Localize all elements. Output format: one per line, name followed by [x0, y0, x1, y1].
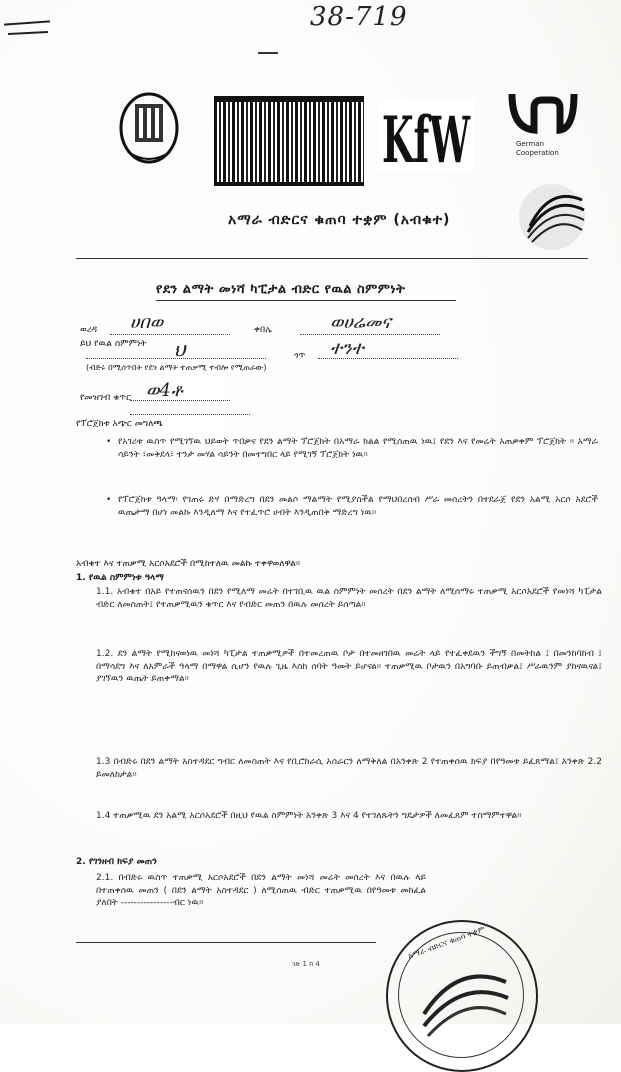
amhara-logo [118, 92, 180, 170]
section-intro: አብቁተ እና ተጠቃሚ አርሶአደሮች በሚከተለዉ መልኩ ተቀዋወለዋል። [76, 559, 301, 569]
official-stamp [386, 920, 538, 1072]
field-kebele-line [300, 334, 440, 335]
document-title: የደን ልማት መነሻ ካፒታል ብድር የዉል ስምምነት [156, 282, 406, 297]
intro-text: ይህ የዉል ስምምነት [80, 339, 147, 349]
clause-1-1: 1.1. አብቁተ በአይ የተጠናሰዉን በደን የሚለማ መሬት በተገቢዉ ዉል ስምምነት መሰረት በደን ልማት ለሚሰማሩ ተጠቃሚ አርሶአደሮች የመነሻ ካፒታል ብድር ለመስጠት፤ የተጠቃሚዉን ቁጥር እና የብድር መጠን በዉሉ መሰረት ይሰጣል። [96, 587, 602, 610]
field-woreda-line [110, 334, 230, 335]
field-village-name: ተንተ [330, 338, 364, 359]
clause-1-2: 1.2. ደን ልማት የሚከናወነዉ መነሻ ካፒታል ተጠቃሚዎች በተመረጠዉ ቦታ በተመዘገበዉ መሬት ላይ የተፈቀደዉን ችግኝ በመትከል ፤ በመንከባከብ ፤ በማሳደግ እና ለአምራች ዓላማ በማዋል ሲሆን የዉሉ ጊዜ እስከ ሰባት ዓመት ይሆናል። ተጠቃሚዉ ቦታዉን በአግባቡ ይጠብቃል፤ ሥራዉንም ያከናዉናል፤ ያገኘዉን ዉጤት ይጠቀማል። [96, 649, 602, 684]
header-rule [258, 52, 278, 54]
footer-page-number: ገጽ 1 ከ 4 [292, 960, 320, 968]
field-village-line [86, 358, 266, 359]
field-woreda-label: ወረዳ [80, 325, 98, 335]
svg-text:Cooperation: Cooperation [516, 149, 559, 157]
svg-text:KfW: KfW [382, 103, 471, 172]
field-woreda-value: ሀበወ [130, 312, 164, 333]
field-village-value: ህ [174, 340, 186, 361]
clause-1-3: 1.3 በብድሩ በደን ልማት አስተዳደር ግብር ለመስጠት እና የቢሮክራሲ አሰራርን ለማቅለል በአንቀጽ 2 የተጠቀሰዉ ክፍያ በየዓመቱ ይፈጸማል፤ አንቀጽ 2.2 ይመለከታል። [96, 757, 602, 780]
field-reg-label: የመዝገብ ቁጥር [80, 393, 132, 403]
ministry-emblem [214, 96, 364, 186]
field-subnote: (ብድሩ በሚሰጥበት የደን ልማት ተጠቃሚ ተብሎ የሚጠራው) [86, 363, 267, 372]
field-kebele-value: ወሀሬመና [330, 312, 391, 333]
german-cooperation-logo [508, 90, 578, 172]
clause-2-1: 2.1. በብድሩ ዉስጥ ተጠቃሚ አርሶአደሮች በደን ልማት መነሻ መሬት መሰረት እና በዉሉ ላይ በተጠቀሰዉ መጠን ( በደን ልማት አስተዳደር ) ለሚሰጠዉ ብድር ተጠቃሚዉ በየዓመቱ መክፈል ያለበት ----------------ብር ነዉ። [96, 873, 426, 908]
field-reg-value: ወ4ቶ [146, 380, 183, 401]
handwritten-reference-number: 38-719 [310, 2, 408, 32]
field-kebele-label: ቀበሌ [254, 325, 272, 335]
section-2-title: 2. የገንዘብ ክፍያ መጠን [76, 857, 157, 867]
bullet-paragraph-1: • የአገሪቱ ዉስጥ የሚገኘዉ ህይወት ጥበቃና የደን ልማት ፕሮጀክት በአማራ ክልል የሚሰጠዉ ነዉ፤ የደን እና የመሬት አጠቃቀም ፕሮጀክት ፡፡ አማራ ሳይንት ፣መቅደላ፣ ተንታ መሃል ሳይንት በመተግበር ላይ የሚገኝ ፕሮጀክት ነዉ። [118, 436, 598, 461]
organization-name: አማራ ብድርና ቁጠባ ተቋም (አብቁተ) [228, 212, 451, 228]
section-1-title: 1. የዉል ስምምነቱ ዓላማ [76, 573, 164, 583]
bullet-paragraph-2: • የፕሮጀክቱ ዓላማ፡ የገጠሩ ድሃ በማድረግ በደን መልሶ ማልማት የሚያስችል የማህበረሰብ ሥራ መሰረትን በተደራጀ የደን አልሚ አርሶ አደሮች ዉጤታማ በሆነ መልኩ እንዲለማ እና የተፈጥሮ ሀብት እንዲጠበቅ ማድረግ ነዉ። [118, 494, 598, 519]
top-left-mark [4, 22, 54, 36]
title-underline [156, 300, 456, 301]
field-village-label: ጎጥ [294, 351, 306, 361]
field-reg-line [130, 400, 230, 401]
header-divider [76, 258, 588, 259]
svg-text:German: German [516, 140, 545, 148]
field-extra-line [130, 414, 250, 415]
footer-rule [76, 942, 376, 943]
clause-1-4: 1.4 ተጠቃሚዉ ደን አልሚ አርሶአደሮች በዚህ የዉል ስምምነት አንቀጽ 3 እና 4 የተገለጹትን ግዴታዎች ለመፈጸም ተስማምተዋል። [96, 811, 522, 821]
stamp-text: አማራ ብድርና ቁጠባ ተቋም [406, 924, 487, 961]
field-village-name-line [318, 358, 458, 359]
kfw-logo [378, 98, 474, 172]
purpose-heading: የፕሮጀክቱ አጭር መግለጫ [76, 419, 163, 429]
acsi-swirl-logo [514, 180, 586, 254]
